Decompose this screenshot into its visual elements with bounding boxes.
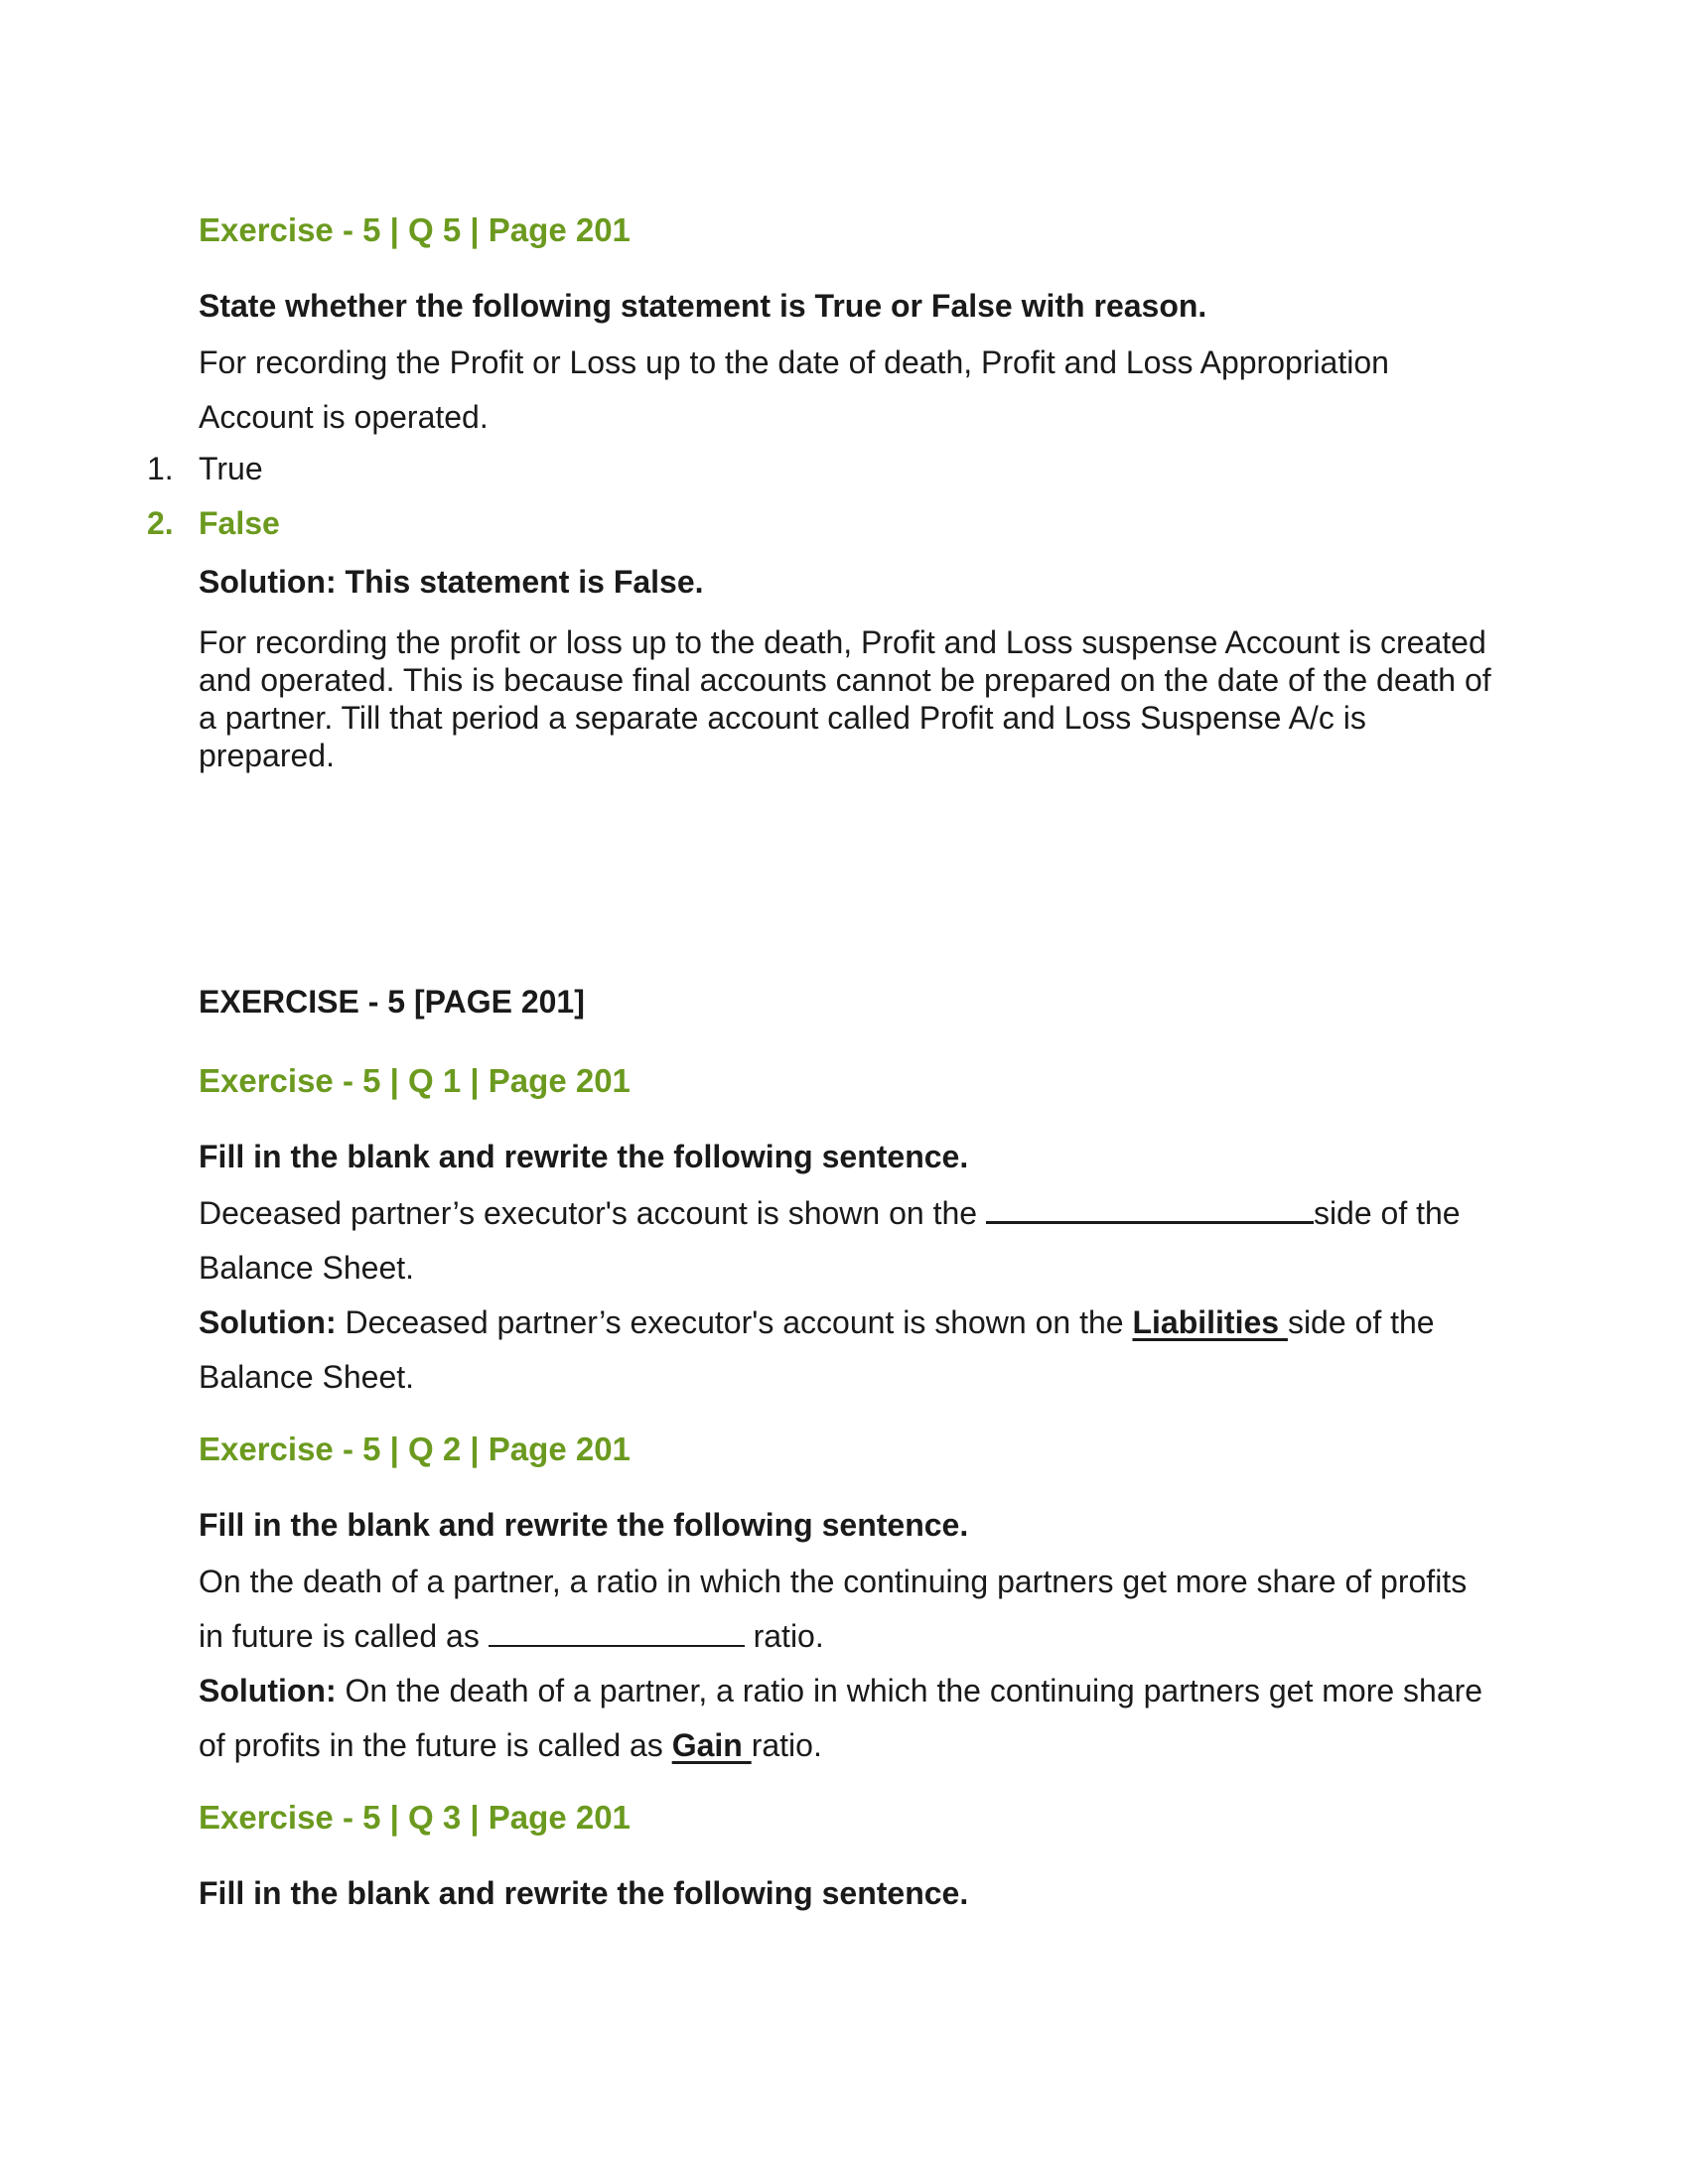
q2-question-after: ratio. <box>744 1618 824 1654</box>
q2-blank <box>489 1619 745 1647</box>
q5-option-false[interactable] <box>147 503 280 543</box>
q2-question-before: On the death of a partner, a ratio in which the continuing partners get more share of profits in future is called as <box>199 1564 1468 1654</box>
q2-solution-after: ratio. <box>751 1727 822 1763</box>
q1-solution-before: Deceased partner’s executor's account is shown on the <box>336 1304 1133 1340</box>
q2-solution <box>199 1664 1499 1773</box>
q1-prompt: Fill in the blank and rewrite the following sentence. <box>199 1139 969 1174</box>
section-title: EXERCISE - 5 [PAGE 201] <box>199 984 585 1020</box>
q5-solution-heading: Solution: This statement is False. <box>199 564 704 600</box>
q2-question <box>199 1555 1499 1664</box>
q3-prompt: Fill in the blank and rewrite the following sentence. <box>199 1875 969 1911</box>
q5-option-true-label: True <box>199 451 263 486</box>
q3-heading[interactable]: Exercise - 5 | Q 3 | Page 201 <box>199 1799 631 1836</box>
q1-blank <box>986 1195 1314 1224</box>
q2-prompt: Fill in the blank and rewrite the following sentence. <box>199 1507 969 1543</box>
q5-solution-text: For recording the profit or loss up to the death, Profit and Loss suspense Account is created and operated. This is because final accounts cannot be prepared on the date of the death of a partner. Till that period a separate account called Profit and Loss Suspense A/c is prepared. <box>199 624 1491 773</box>
q2-answer: Gain <box>671 1727 752 1763</box>
q1-question-after: side of the Balance Sheet. <box>199 1195 1461 1286</box>
q1-solution <box>199 1296 1499 1405</box>
q5-statement: For recording the Profit or Loss up to the date of death, Profit and Loss Appropriation Account is operated. <box>199 344 1389 435</box>
q2-solution-label: Solution: <box>199 1673 337 1708</box>
q5-option-false-label: False <box>199 505 280 541</box>
q5-heading[interactable]: Exercise - 5 | Q 5 | Page 201 <box>199 211 631 248</box>
q5-prompt: State whether the following statement is True or False with reason. <box>199 288 1207 324</box>
q1-solution-label: Solution: <box>199 1304 337 1340</box>
q5-option-false-number: 2. <box>147 505 174 541</box>
q1-answer: Liabilities <box>1132 1304 1288 1340</box>
q2-solution-before: On the death of a partner, a ratio in which the continuing partners get more share of profits in the future is called as <box>199 1673 1483 1763</box>
q5-option-true[interactable] <box>147 449 263 488</box>
q5-option-true-number: 1. <box>147 451 174 486</box>
q1-solution-after: side of the Balance Sheet. <box>199 1304 1435 1395</box>
q1-question <box>199 1186 1499 1296</box>
q1-heading[interactable]: Exercise - 5 | Q 1 | Page 201 <box>199 1062 631 1099</box>
q1-question-before: Deceased partner’s executor's account is shown on the <box>199 1195 986 1231</box>
q2-heading[interactable]: Exercise - 5 | Q 2 | Page 201 <box>199 1431 631 1467</box>
